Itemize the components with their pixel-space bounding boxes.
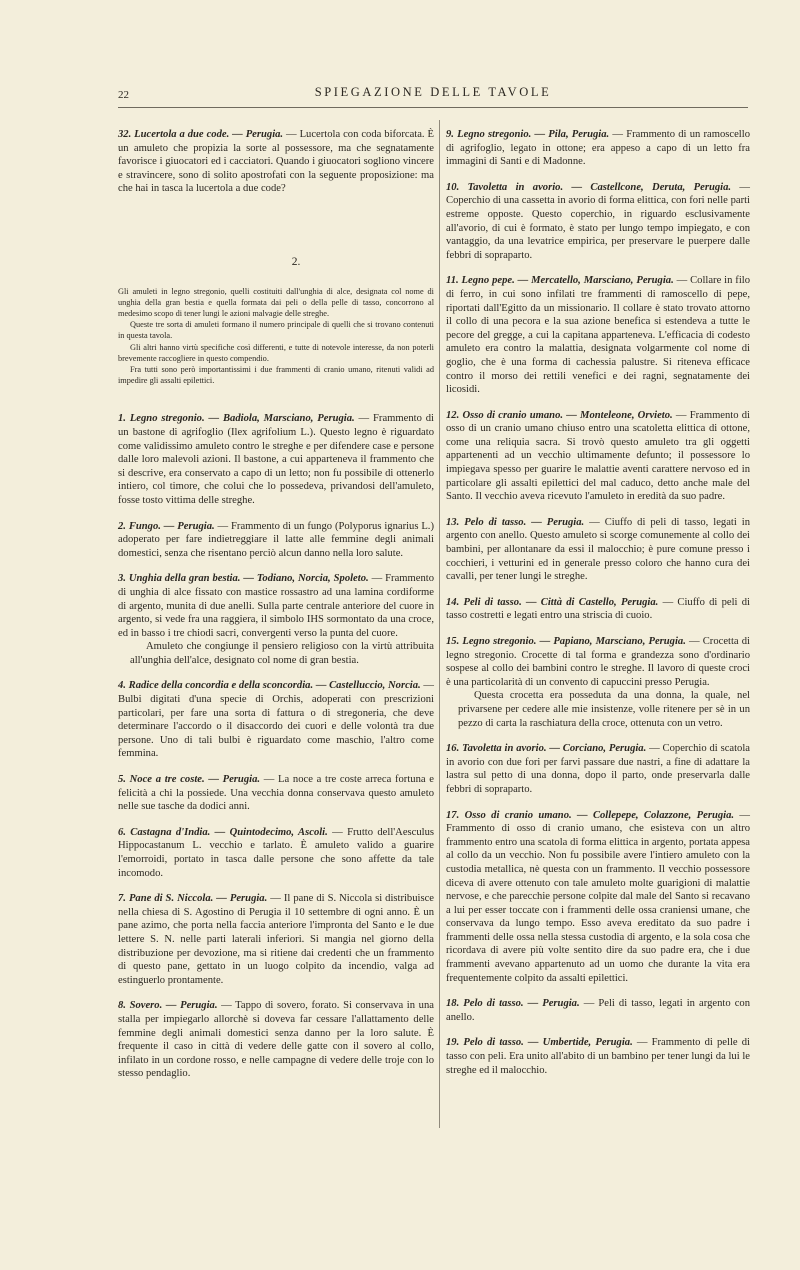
entry-text: [118, 520, 434, 561]
entry-heading: 18. Pelo di tasso. — Perugia.: [446, 998, 580, 1010]
entry-body: — Frutto dell'Aesculus Hippocastanum L. vecchio e tarlato. È amuleto valido a guarire l'emorroidi, portato in tasca dalle persone che sono affette da tale incomodo.: [118, 826, 435, 879]
page-number: 22: [118, 89, 129, 101]
entry-text: [446, 128, 750, 169]
entry-3: [118, 572, 434, 667]
entry-body: — Bulbi digitati d'una specie di Orchis, adoperati con prescrizioni particolari, per fare una sorta di fattura o di stregoneria, che deve determinare l'accordo o il disaccordo dei cuori e delle volontà tra due persone. Uno di tali bulbi è riguardato come maschio, l'altro come femmina.: [118, 680, 434, 760]
running-title: SPIEGAZIONE DELLE TAVOLE: [314, 85, 552, 99]
right-column: [446, 128, 750, 1089]
entry-body: — Frammento di osso di cranio umano, che esisteva con un altro frammento entro una scatola di forma elittica in argento, portata appesa al collo da un vecchio. Non fu possibile avere l'intiero amuleto con la custodia metallica, nè questa con un frammento. Il vecchio possessore diceva di avere ottenuto con tale amuleto molte guarigioni di malattie nervose, e che parecchie persone colpite dal male del Santo si recavano a lui per esser toccate con i frammenti delle ossa craniensi umane, che conservava da lungo tempo. Esso aveva ereditato da suo padre i frammenti delle ossa nella stessa custodia di argento, e la sola cosa che ricordava di avere più volte sentito dire da suo padre era, che i due frammenti avevano appartenuto ad un uomo che durante la vita era frequentemente colpito da assalti epilettici.: [446, 809, 750, 984]
entry-8: [118, 999, 434, 1081]
section-number: 2.: [291, 255, 301, 268]
entry-heading: 5. Noce a tre coste. — Perugia.: [118, 774, 261, 786]
entry-18: [446, 997, 750, 1024]
entry-heading: 15. Legno stregonio. — Papiano, Marsciano, Perugia.: [446, 636, 686, 647]
entry-body: — Collare in filo di ferro, in cui sono infilati tre frammenti di ramoscello di pepe, riportati dall'Egitto da un missionario. Il collare è stato trovato attorno il collo di una pecora e la sua azione benefica si estendeva a tutte le pecore del gregge, a cui la capitana apparteneva. L'efficacia di codesto amuleto era contro la malattia, designata volgarmente col nome di goglio, che è una forma di cachessia palustre. Si riteneva efficace contro il morso dei rettili venefici e dei ragni, segnatamente dei licosidi.: [446, 275, 750, 396]
entry-heading: 2. Fungo. — Perugia.: [118, 520, 215, 532]
entry-body: — Ciuffo di peli di tasso, legati in argento con anello. Questo amuleto si scorge comunemente al collo dei bambini, per allontanare da essi il malocchio; è pure comune presso i cocchieri, i vetturini ed in generale presso coloro che hanno cura dei cavalli, per tener lungi le streghe.: [446, 516, 751, 583]
entry-19: [446, 1036, 750, 1077]
entry-text: [446, 1036, 750, 1077]
entry-17: [446, 809, 750, 986]
entry-body: — Frammento di un ramoscello di agrifoglio, legato in ottone; era appeso a capo di un letto fra immagini di Santi e di Madonne.: [446, 129, 750, 168]
entry-heading: 12. Osso di cranio umano. — Monteleone, Orvieto.: [446, 409, 673, 421]
entry-body: — Coperchio di una cassetta in avorio di forma elittica, con fori nelle parti estreme opposte. Questo coperchio, in riguardo esclusivamente all'avorio, di cui è formato, è stato per lungo tempo impiegato, e con vantaggio, da una levatrice empirica, per preservare le puerpere dalle febbri di sopraparto.: [446, 181, 750, 261]
entry-text: [118, 773, 434, 814]
entry-heading: 14. Peli di tasso. — Città di Castello, Perugia.: [446, 596, 659, 608]
left-column: [118, 128, 434, 1093]
entry-10: [446, 181, 750, 263]
entry-14: [446, 596, 750, 623]
column-divider: [439, 120, 440, 1128]
entry-body: — Lucertola con coda biforcata. È un amuleto che propizia la sorte al possessore, ma che segnatamente favorisce i giuocatori ed i cacciatori. Quando i giuocatori sogliono vincere e stravincere, sono di solito apostrofati con la seguente proposizione: ma che hai in tasca la lucertola a due code?: [118, 129, 434, 195]
entry-32: [118, 128, 434, 196]
entry-body: Questa crocetta era posseduta da una donna, la quale, nel privarsene per cedere alle mie insistenze, volle ritenere per sè in un pezzo di carta la raschiatura della croce, ottenuta con un vetro.: [458, 690, 750, 729]
entry-body: — Frammento di pelle di tasso con peli. Era unito all'abito di un bambino per tener lungi da lui le streghe ed il malocchio.: [446, 1037, 750, 1076]
entry-body: — Frammento di unghia di alce fissato con mastice rossastro ad una lamina cordiforme di argento, munita di due anelli. Sulla parte centrale anteriore del cuore in argento, si vede fra una raggiera, il simbolo IHS sormontato da una croce, ed in basso i tre chiodi sacri, convergenti verso la punta del cuore.: [118, 573, 434, 639]
entry-heading: 16. Tavoletta in avorio. — Corciano, Perugia.: [446, 743, 647, 755]
entry-5: [118, 773, 434, 814]
entry-9: [446, 128, 750, 169]
entry-text: [118, 999, 434, 1081]
entry-text: [118, 128, 434, 196]
intro-paragraph: Queste tre sorta di amuleti formano il numero principale di quelli che si trovano contenuti in questa tavola.: [118, 320, 434, 341]
entry-text: [446, 809, 750, 986]
entry-body: — Frammento di osso di un cranio umano chiuso entro una scatoletta elittica di ottone, come una reliquia sacra. Si trovò questo amuleto tra gli oggetti appartenenti ad un vecchio ultimamente defunto; il possessore lo impiegava spesso per guarire le malattie aventi carattere nervoso ed in particolare gli assalti epilettici del mal caduco, detto anche male del Santo. Il vecchio aveva ricevuto l'amuleto in eredità da suo padre.: [446, 409, 750, 503]
entry-13: [446, 516, 750, 584]
entry-body: — Crocetta di legno stregonio. Crocette di tal forma e grandezza sono d'ordinario sospese al collo dei bambini contro le streghe. Il lavoro di queste croci è una particolarità di un convento di capuccini presso Perugia.: [446, 636, 750, 688]
entry-text: [446, 274, 750, 396]
entry-body: — Coperchio di scatola in avorio con due fori per farvi passare due nastri, a fine di adattare la lastra sul petto di una donna, dopo il parto, onde preservarla dalle febbri di sopraparto.: [446, 743, 750, 795]
entry-11: [446, 274, 750, 396]
entry-heading: 32. Lucertola a due code. — Perugia.: [118, 129, 284, 140]
entry-text: [446, 635, 750, 689]
entry-body: — Frammento di un bastone di agrifoglio (Ilex agrifolium L.). Questo legno è riguardato come validissimo amuleto contro le streghe e per difendere case e persone dalle loro malevoli azioni. Il bastone, a cui apparteneva il frammento che si descrive, era conservato a capo di un letto; non fu possibile di ottenerlo intiero, col timore, che colui che lo possedeva, privandosi dell'amuleto, fosse tosto vittima delle streghe.: [118, 413, 434, 506]
entry-text: [446, 516, 750, 584]
entry-heading: 10. Tavoletta in avorio. — Castellcone, Deruta, Perugia.: [446, 181, 732, 193]
entry-heading: 4. Radice della concordia e della sconcordia. — Castelluccio, Norcia.: [118, 680, 421, 692]
entry-text: [446, 742, 750, 796]
entry-body: — Il pane di S. Niccola si distribuisce nella chiesa di S. Agostino di Perugia il 10 settembre di ogni anno. È un pane azimo, che porta nella faccia anteriore l'impronta del Santo e le due lettere S. N. nelle parti laterali inferiori. Si mangia nel giorno della distribuzione per devozione, ma si ritiene dai credenti che un frammento di questo pane, gettato in un luogo colpito da incendio, valga ad estinguerlo prontamente.: [118, 893, 434, 986]
entry-text: [118, 892, 434, 987]
entry-6: [118, 826, 434, 880]
intro-paragraph: Fra tutti sono però importantissimi i due frammenti di cranio umano, ritenuti validi ad impedire gli assalti epilettici.: [118, 364, 434, 386]
entry-text: [446, 409, 750, 504]
entry-text: [118, 572, 434, 640]
entry-text: [118, 412, 434, 507]
entry-heading: 19. Pelo di tasso. — Umbertide, Perugia.: [446, 1037, 633, 1049]
entry-body: — Peli di tasso, legati in argento con anello.: [446, 998, 750, 1023]
entry-text: [446, 596, 750, 623]
entry-1: [118, 412, 434, 507]
entry-body: — Ciuffo di peli di tasso costretti e legati entro una striscia di cuoio.: [446, 596, 750, 622]
entry-heading: 13. Pelo di tasso. — Perugia.: [446, 516, 585, 528]
entry-heading: 6. Castagna d'India. — Quintodecimo, Ascoli.: [118, 826, 328, 838]
entry-text: [446, 181, 750, 263]
intro-paragraph: Gli altri hanno virtù specifiche così differenti, e tutte di notevole interesse, da non poterli brevemente raccogliere in questo compendio.: [118, 342, 434, 363]
intro-paragraph: Gli amuleti in legno stregonio, quelli costituiti dall'unghia di alce, designata col nome di unghia della gran bestia e quella formata dai peli o della pelle di tasso, concorrono al medesimo scopo di tener lungi le azioni malvagie delle streghe.: [118, 286, 434, 318]
entry-heading: 3. Unghia della gran bestia. — Todiano, Norcia, Spoleto.: [118, 573, 369, 585]
entry-text: [446, 997, 750, 1024]
entry-heading: 1. Legno stregonio. — Badiola, Marsciano, Perugia.: [118, 413, 355, 425]
entry-text: [118, 679, 434, 761]
entry-16: [446, 742, 750, 796]
entry-body: Amuleto che congiunge il pensiero religioso con la virtù attribuita all'unghia dell'alce, designato col nome di gran bestia.: [130, 641, 434, 666]
entry-heading: 17. Osso di cranio umano. — Collepepe, Colazzone, Perugia.: [446, 809, 735, 821]
entry-7: [118, 892, 434, 987]
entry-heading: 7. Pane di S. Niccola. — Perugia.: [118, 893, 268, 905]
entry-heading: 11. Legno pepe. — Mercatello, Marsciano, Perugia.: [446, 275, 674, 287]
entry-text: [118, 826, 434, 880]
entry-body: — Frammento di un fungo (Polyporus ignarius L.) adoperato per fare indietreggiare il latte alle femmine degli animali domestici, senza che risentano perciò alcun danno nella loro salute.: [118, 520, 434, 559]
entry-4: [118, 679, 434, 761]
entry-2: [118, 520, 434, 561]
entry-body: — La noce a tre coste arreca fortuna e felicità a chi la possiede. Una vecchia donna conservava questo amuleto nelle sue tasche da dodici anni.: [118, 774, 434, 813]
entry-heading: 8. Sovero. — Perugia.: [118, 1000, 218, 1012]
entry-heading: 9. Legno stregonio. — Pila, Perugia.: [446, 129, 610, 140]
section-intro: [118, 286, 434, 387]
entry-15: [446, 635, 750, 730]
page-header: [118, 85, 748, 108]
entry-body: — Tappo di sovero, forato. Si conservava in una stalla per impiegarlo allorchè si doveva far cessare l'allattamento delle femmine degli animali domestici senza danno per la loro salute. È frequente il caso in città di vedere delle gatte con il sovero al collo, infilato in un cordone rosso, e nelle campagne di vedere delle troje con lo stesso pendaglio.: [118, 1000, 434, 1080]
entry-12: [446, 409, 750, 504]
